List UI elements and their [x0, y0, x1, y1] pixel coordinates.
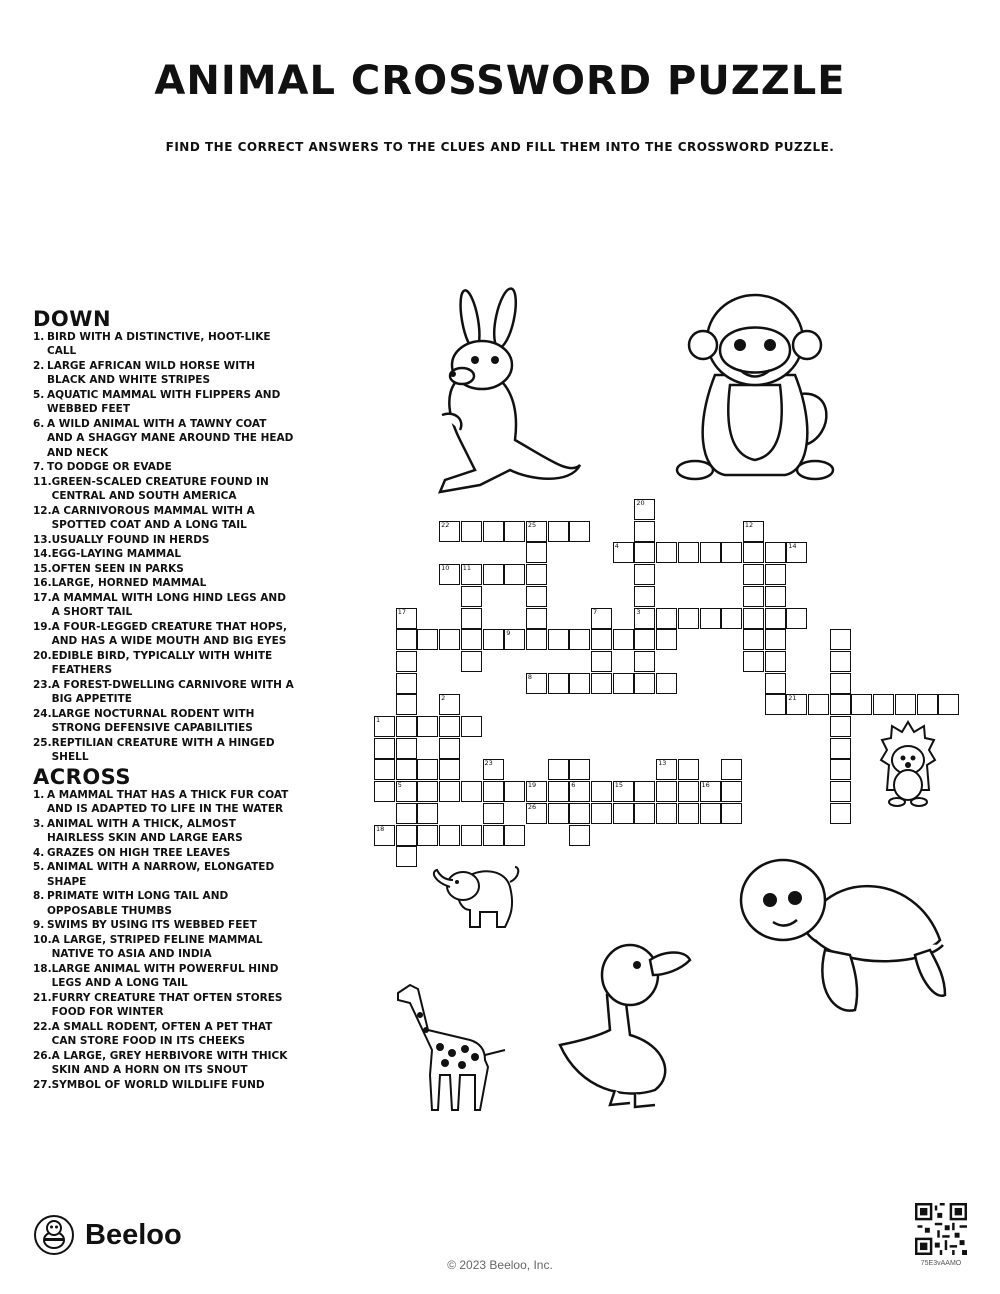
- down-clue: [33, 359, 295, 388]
- across-clue: [33, 1049, 295, 1078]
- crossword-cell[interactable]: [830, 673, 851, 694]
- cell-number: 3: [636, 607, 641, 616]
- page-title: ANIMAL CROSSWORD PUZZLE: [154, 58, 846, 104]
- crossword-cell[interactable]: [548, 521, 569, 542]
- crossword-cell[interactable]: [743, 542, 764, 563]
- clue-number: 7.: [33, 461, 45, 473]
- crossword-cell[interactable]: [396, 629, 417, 650]
- cell-number: 9: [506, 629, 511, 638]
- clue-text: REPTILIAN CREATURE WITH A HINGED SHELL: [51, 736, 275, 763]
- crossword-cell[interactable]: [461, 521, 482, 542]
- crossword-cell[interactable]: [743, 629, 764, 650]
- down-clues: [33, 307, 295, 765]
- clue-text: A WILD ANIMAL WITH A TAWNY COAT AND A SHAGGY MANE AROUND THE HEAD AND NECK: [47, 417, 294, 459]
- crossword-cell[interactable]: [548, 759, 569, 780]
- crossword-cell[interactable]: [439, 716, 460, 737]
- crossword-cell[interactable]: [548, 781, 569, 802]
- crossword-cell[interactable]: [439, 694, 460, 715]
- clue-text: AQUATIC MAMMAL WITH FLIPPERS AND WEBBED FEET: [47, 388, 281, 415]
- crossword-cell[interactable]: [830, 759, 851, 780]
- down-clue: [33, 562, 295, 577]
- crossword-cell[interactable]: [765, 629, 786, 650]
- cell-number: 20: [636, 499, 645, 507]
- down-clue-list: [33, 330, 295, 765]
- clue-text: FURRY CREATURE THAT OFTEN STORES FOOD FOR WINTER: [51, 991, 283, 1018]
- across-clue: [33, 846, 295, 861]
- crossword-cell[interactable]: [830, 781, 851, 802]
- crossword-cell[interactable]: [786, 694, 807, 715]
- crossword-cell[interactable]: [634, 564, 655, 585]
- crossword-cell[interactable]: [873, 694, 894, 715]
- crossword-cell[interactable]: [396, 846, 417, 867]
- cell-number: 7: [593, 607, 598, 616]
- crossword-cell[interactable]: [613, 781, 634, 802]
- crossword-cell[interactable]: [483, 759, 504, 780]
- crossword-cell[interactable]: [613, 803, 634, 824]
- crossword-cell[interactable]: [656, 673, 677, 694]
- clue-number: 23.: [33, 678, 52, 691]
- clue-number: 9.: [33, 919, 45, 931]
- crossword-cell[interactable]: [396, 825, 417, 846]
- crossword-cell[interactable]: [461, 629, 482, 650]
- clue-text: A MAMMAL WITH LONG HIND LEGS AND A SHORT TAIL: [51, 591, 286, 618]
- crossword-cell[interactable]: [483, 521, 504, 542]
- across-clues: [33, 765, 295, 1092]
- crossword-cell[interactable]: [417, 803, 438, 824]
- crossword-cell[interactable]: [439, 738, 460, 759]
- crossword-cell[interactable]: [678, 803, 699, 824]
- qr-code-icon: [915, 1203, 967, 1255]
- clue-number: 12.: [33, 504, 52, 517]
- clue-number: 26.: [33, 1049, 52, 1062]
- clue-number: 13.: [33, 533, 52, 546]
- clue-text: A FOUR-LEGGED CREATURE THAT HOPS, AND HAS A WIDE MOUTH AND BIG EYES: [51, 620, 288, 647]
- crossword-cell[interactable]: [417, 759, 438, 780]
- crossword-cell[interactable]: [396, 608, 417, 629]
- clue-text: GREEN-SCALED CREATURE FOUND IN CENTRAL AND SOUTH AMERICA: [51, 475, 269, 502]
- cell-number: 21: [788, 694, 797, 703]
- across-clue: [33, 1020, 295, 1049]
- down-clue: [33, 388, 295, 417]
- hedgehog-illustration: [877, 720, 939, 808]
- crossword-cell[interactable]: [830, 803, 851, 824]
- across-clue: [33, 860, 295, 889]
- crossword-cell[interactable]: [678, 608, 699, 629]
- crossword-cell[interactable]: [700, 781, 721, 802]
- cell-number: 8: [527, 672, 533, 681]
- cell-number: 18: [376, 824, 385, 833]
- down-clue: [33, 547, 295, 562]
- clue-number: 16.: [33, 577, 52, 589]
- crossword-cell[interactable]: [461, 825, 482, 846]
- clue-text: A CARNIVOROUS MAMMAL WITH A SPOTTED COAT AND A LONG TAIL: [51, 504, 255, 531]
- crossword-cell[interactable]: [591, 608, 612, 629]
- clue-number: 6.: [33, 417, 45, 430]
- clue-number: 25.: [33, 736, 52, 749]
- crossword-cell[interactable]: [634, 521, 655, 542]
- crossword-cell[interactable]: [700, 608, 721, 629]
- clue-number: 4.: [33, 846, 45, 859]
- crossword-cell[interactable]: [938, 694, 959, 715]
- crossword-cell[interactable]: [678, 759, 699, 780]
- down-clue: [33, 736, 295, 765]
- crossword-cell[interactable]: [439, 564, 460, 585]
- crossword-cell[interactable]: [634, 586, 655, 607]
- crossword-cell[interactable]: [526, 803, 547, 824]
- clue-text: A LARGE, GREY HERBIVORE WITH THICK SKIN AND A HORN ON ITS SNOUT: [51, 1049, 288, 1076]
- clue-text: LARGE AFRICAN WILD HORSE WITH BLACK AND WHITE STRIPES: [47, 359, 256, 386]
- clue-text: A SMALL RODENT, OFTEN A PET THAT CAN STORE FOOD IN ITS CHEEKS: [51, 1020, 273, 1047]
- down-clue: [33, 707, 295, 736]
- elephant-illustration: [425, 862, 525, 932]
- crossword-cell[interactable]: [504, 521, 525, 542]
- crossword-cell[interactable]: [634, 651, 655, 672]
- crossword-cell[interactable]: [483, 564, 504, 585]
- clue-number: 3.: [33, 817, 45, 830]
- cell-number: 2: [441, 694, 446, 703]
- clue-number: 20.: [33, 649, 52, 662]
- crossword-cell[interactable]: [569, 825, 590, 846]
- clue-text: A FOREST-DWELLING CARNIVORE WITH A BIG APPETITE: [51, 678, 294, 705]
- bee-logo-icon: [33, 1214, 75, 1256]
- crossword-cell[interactable]: [417, 716, 438, 737]
- crossword-cell[interactable]: [743, 608, 764, 629]
- clue-text: ANIMAL WITH A THICK, ALMOST HAIRLESS SKIN AND LARGE EARS: [47, 817, 243, 844]
- crossword-cell[interactable]: [634, 803, 655, 824]
- crossword-cell[interactable]: [439, 825, 460, 846]
- turtle-illustration: [735, 850, 950, 1020]
- crossword-cell[interactable]: [634, 629, 655, 650]
- across-clue-list: [33, 788, 295, 1093]
- crossword-cell[interactable]: [374, 738, 395, 759]
- crossword-cell[interactable]: [765, 608, 786, 629]
- clue-number: 11.: [33, 475, 52, 488]
- crossword-cell[interactable]: [830, 738, 851, 759]
- crossword-cell[interactable]: [765, 651, 786, 672]
- down-clue: [33, 620, 295, 649]
- across-clue: [33, 991, 295, 1020]
- cell-number: 11: [462, 564, 472, 573]
- cell-number: 15: [614, 781, 623, 790]
- crossword-cell[interactable]: [439, 629, 460, 650]
- cell-number: 6: [571, 781, 576, 790]
- logo-text: Beeloo: [85, 1218, 182, 1251]
- kangaroo-illustration: [420, 280, 590, 505]
- cell-number: 13: [658, 759, 667, 768]
- crossword-cell[interactable]: [808, 694, 829, 715]
- crossword-cell[interactable]: [569, 781, 590, 802]
- across-clue: [33, 788, 295, 817]
- crossword-cell[interactable]: [504, 564, 525, 585]
- crossword-cell[interactable]: [461, 586, 482, 607]
- crossword-cell[interactable]: [656, 759, 677, 780]
- cell-number: 4: [614, 542, 619, 551]
- crossword-cell[interactable]: [569, 759, 590, 780]
- crossword-cell[interactable]: [461, 781, 482, 802]
- crossword-cell[interactable]: [830, 629, 851, 650]
- crossword-cell[interactable]: [396, 781, 417, 802]
- crossword-cell[interactable]: [634, 781, 655, 802]
- crossword-cell[interactable]: [483, 629, 504, 650]
- clue-text: A LARGE, STRIPED FELINE MAMMAL NATIVE TO ASIA AND INDIA: [51, 933, 263, 960]
- beeloo-logo[interactable]: [33, 1214, 182, 1256]
- crossword-cell[interactable]: [765, 673, 786, 694]
- crossword-cell[interactable]: [396, 651, 417, 672]
- copyright: © 2023 Beeloo, Inc.: [447, 1258, 553, 1272]
- across-clue: [33, 1078, 295, 1093]
- down-clue: [33, 591, 295, 620]
- crossword-cell[interactable]: [439, 521, 460, 542]
- crossword-cell[interactable]: [634, 542, 655, 563]
- crossword-cell[interactable]: [569, 803, 590, 824]
- down-clue: [33, 475, 295, 504]
- cell-number: 1: [376, 716, 381, 724]
- crossword-cell[interactable]: [786, 542, 807, 563]
- crossword-cell[interactable]: [591, 803, 612, 824]
- clue-text: SYMBOL OF WORLD WILDLIFE FUND: [51, 1078, 265, 1091]
- across-clue: [33, 817, 295, 846]
- crossword-cell[interactable]: [461, 651, 482, 672]
- crossword-cell[interactable]: [634, 608, 655, 629]
- across-heading: ACROSS: [33, 765, 131, 789]
- across-clue: [33, 933, 295, 962]
- crossword-cell[interactable]: [765, 586, 786, 607]
- crossword-cell[interactable]: [526, 673, 547, 694]
- clue-text: LARGE, HORNED MAMMAL: [51, 577, 207, 589]
- cell-number: 19: [527, 781, 537, 790]
- crossword-cell[interactable]: [721, 608, 742, 629]
- crossword-cell[interactable]: [483, 803, 504, 824]
- qr-code-label: 75E3vAAMO: [920, 1260, 962, 1267]
- crossword-cell[interactable]: [721, 542, 742, 563]
- clue-text: A MAMMAL THAT HAS A THICK FUR COAT AND IS ADAPTED TO LIFE IN THE WATER: [47, 788, 289, 815]
- crossword-cell[interactable]: [396, 803, 417, 824]
- crossword-cell[interactable]: [700, 803, 721, 824]
- clue-text: LARGE NOCTURNAL RODENT WITH STRONG DEFENSIVE CAPABILITIES: [51, 707, 255, 734]
- crossword-cell[interactable]: [569, 629, 590, 650]
- crossword-cell[interactable]: [504, 629, 525, 650]
- crossword-cell[interactable]: [548, 673, 569, 694]
- crossword-cell[interactable]: [504, 825, 525, 846]
- clue-number: 8.: [33, 890, 45, 902]
- crossword-cell[interactable]: [569, 673, 590, 694]
- cell-number: 16: [701, 781, 710, 790]
- crossword-cell[interactable]: [851, 694, 872, 715]
- crossword-cell[interactable]: [439, 781, 460, 802]
- clue-text: GRAZES ON HIGH TREE LEAVES: [47, 846, 231, 859]
- down-clue: [33, 576, 295, 591]
- crossword-cell[interactable]: [374, 759, 395, 780]
- crossword-cell[interactable]: [678, 542, 699, 563]
- crossword-cell[interactable]: [786, 608, 807, 629]
- crossword-cell[interactable]: [591, 673, 612, 694]
- clue-number: 1.: [33, 788, 45, 801]
- clue-text: SWIMS BY USING ITS WEBBED FEET: [47, 919, 257, 931]
- clue-text: ANIMAL WITH A NARROW, ELONGATED SHAPE: [47, 861, 275, 888]
- crossword-cell[interactable]: [548, 803, 569, 824]
- clue-number: 14.: [33, 548, 52, 560]
- crossword-cell[interactable]: [613, 673, 634, 694]
- down-clue: [33, 460, 295, 475]
- crossword-cell[interactable]: [634, 499, 655, 520]
- crossword-cell[interactable]: [721, 781, 742, 802]
- crossword-cell[interactable]: [721, 759, 742, 780]
- cell-number: 5: [397, 781, 402, 790]
- clue-number: 19.: [33, 620, 52, 633]
- crossword-cell[interactable]: [678, 781, 699, 802]
- clue-number: 5.: [33, 861, 45, 873]
- duck-illustration: [555, 935, 700, 1110]
- crossword-cell[interactable]: [591, 629, 612, 650]
- crossword-cell[interactable]: [613, 542, 634, 563]
- clue-number: 21.: [33, 991, 52, 1004]
- crossword-cell[interactable]: [461, 716, 482, 737]
- clue-text: USUALLY FOUND IN HERDS: [51, 533, 210, 546]
- monkey-illustration: [675, 275, 835, 490]
- crossword-cell[interactable]: [374, 781, 395, 802]
- down-clue: [33, 504, 295, 533]
- crossword-cell[interactable]: [439, 759, 460, 780]
- clue-text: EDIBLE BIRD, TYPICALLY WITH WHITE FEATHERS: [51, 649, 273, 676]
- cell-number: 22: [441, 520, 450, 529]
- crossword-cell[interactable]: [569, 521, 590, 542]
- clue-text: LARGE ANIMAL WITH POWERFUL HIND LEGS AND A LONG TAIL: [51, 962, 279, 989]
- crossword-cell[interactable]: [417, 629, 438, 650]
- clue-number: 18.: [33, 962, 52, 975]
- cell-number: 10: [441, 564, 450, 573]
- crossword-cell[interactable]: [526, 629, 547, 650]
- clue-text: OFTEN SEEN IN PARKS: [51, 562, 184, 575]
- crossword-cell[interactable]: [374, 825, 395, 846]
- crossword-cell[interactable]: [504, 781, 525, 802]
- down-clue: [33, 330, 295, 359]
- crossword-cell[interactable]: [917, 694, 938, 715]
- clue-text: EGG-LAYING MAMMAL: [51, 548, 182, 560]
- clue-number: 24.: [33, 707, 52, 720]
- clue-number: 27.: [33, 1078, 52, 1091]
- crossword-cell[interactable]: [765, 542, 786, 563]
- crossword-cell[interactable]: [656, 608, 677, 629]
- crossword-cell[interactable]: [526, 542, 547, 563]
- across-clue: [33, 918, 295, 933]
- crossword-cell[interactable]: [548, 629, 569, 650]
- cell-number: 14: [788, 542, 797, 551]
- cell-number: 12: [744, 520, 754, 529]
- crossword-cell[interactable]: [526, 586, 547, 607]
- cell-number: 17: [397, 607, 406, 616]
- crossword-cell[interactable]: [526, 521, 547, 542]
- crossword-cell[interactable]: [656, 542, 677, 563]
- crossword-cell[interactable]: [461, 608, 482, 629]
- crossword-cell[interactable]: [656, 803, 677, 824]
- instructions: FIND THE CORRECT ANSWERS TO THE CLUES AND FILL THEM INTO THE CROSSWORD PUZZLE.: [165, 140, 835, 154]
- cell-number: 23: [484, 759, 493, 768]
- crossword-cell[interactable]: [721, 803, 742, 824]
- cell-number: 26: [527, 802, 537, 811]
- crossword-cell[interactable]: [830, 694, 851, 715]
- down-clue: [33, 417, 295, 461]
- crossword-cell[interactable]: [374, 716, 395, 737]
- crossword-cell[interactable]: [830, 716, 851, 737]
- crossword-cell[interactable]: [613, 629, 634, 650]
- across-clue: [33, 889, 295, 918]
- clue-number: 1.: [33, 330, 45, 343]
- crossword-cell[interactable]: [396, 673, 417, 694]
- crossword-cell[interactable]: [743, 564, 764, 585]
- crossword-cell[interactable]: [743, 586, 764, 607]
- clue-number: 17.: [33, 591, 52, 604]
- crossword-cell[interactable]: [526, 564, 547, 585]
- clue-number: 15.: [33, 562, 52, 575]
- clue-number: 10.: [33, 933, 52, 946]
- crossword-cell[interactable]: [743, 521, 764, 542]
- crossword-cell[interactable]: [830, 651, 851, 672]
- crossword-cell[interactable]: [483, 781, 504, 802]
- crossword-cell[interactable]: [765, 694, 786, 715]
- across-clue: [33, 962, 295, 991]
- crossword-cell[interactable]: [396, 716, 417, 737]
- down-clue: [33, 533, 295, 548]
- crossword-cell[interactable]: [591, 781, 612, 802]
- clue-text: BIRD WITH A DISTINCTIVE, HOOT-LIKE CALL: [47, 330, 271, 357]
- crossword-cell[interactable]: [634, 673, 655, 694]
- crossword-cell[interactable]: [895, 694, 916, 715]
- clue-number: 22.: [33, 1020, 52, 1033]
- crossword-cell[interactable]: [656, 629, 677, 650]
- down-clue: [33, 678, 295, 707]
- crossword-cell[interactable]: [700, 542, 721, 563]
- crossword-cell[interactable]: [483, 825, 504, 846]
- clue-text: TO DODGE OR EVADE: [47, 461, 172, 473]
- down-heading: DOWN: [33, 307, 112, 331]
- clue-number: 2.: [33, 359, 45, 372]
- clue-text: PRIMATE WITH LONG TAIL AND OPPOSABLE THUMBS: [47, 890, 229, 917]
- crossword-cell[interactable]: [656, 781, 677, 802]
- clue-number: 5.: [33, 388, 45, 401]
- giraffe-illustration: [390, 975, 510, 1115]
- crossword-cell[interactable]: [591, 651, 612, 672]
- crossword-cell[interactable]: [417, 781, 438, 802]
- crossword-cell[interactable]: [396, 759, 417, 780]
- crossword-cell[interactable]: [743, 651, 764, 672]
- crossword-cell[interactable]: [417, 825, 438, 846]
- crossword-cell[interactable]: [526, 608, 547, 629]
- crossword-cell[interactable]: [396, 694, 417, 715]
- crossword-cell[interactable]: [526, 781, 547, 802]
- down-clue: [33, 649, 295, 678]
- crossword-cell[interactable]: [396, 738, 417, 759]
- cell-number: 25: [527, 520, 537, 529]
- crossword-cell[interactable]: [461, 564, 482, 585]
- crossword-cell[interactable]: [765, 564, 786, 585]
